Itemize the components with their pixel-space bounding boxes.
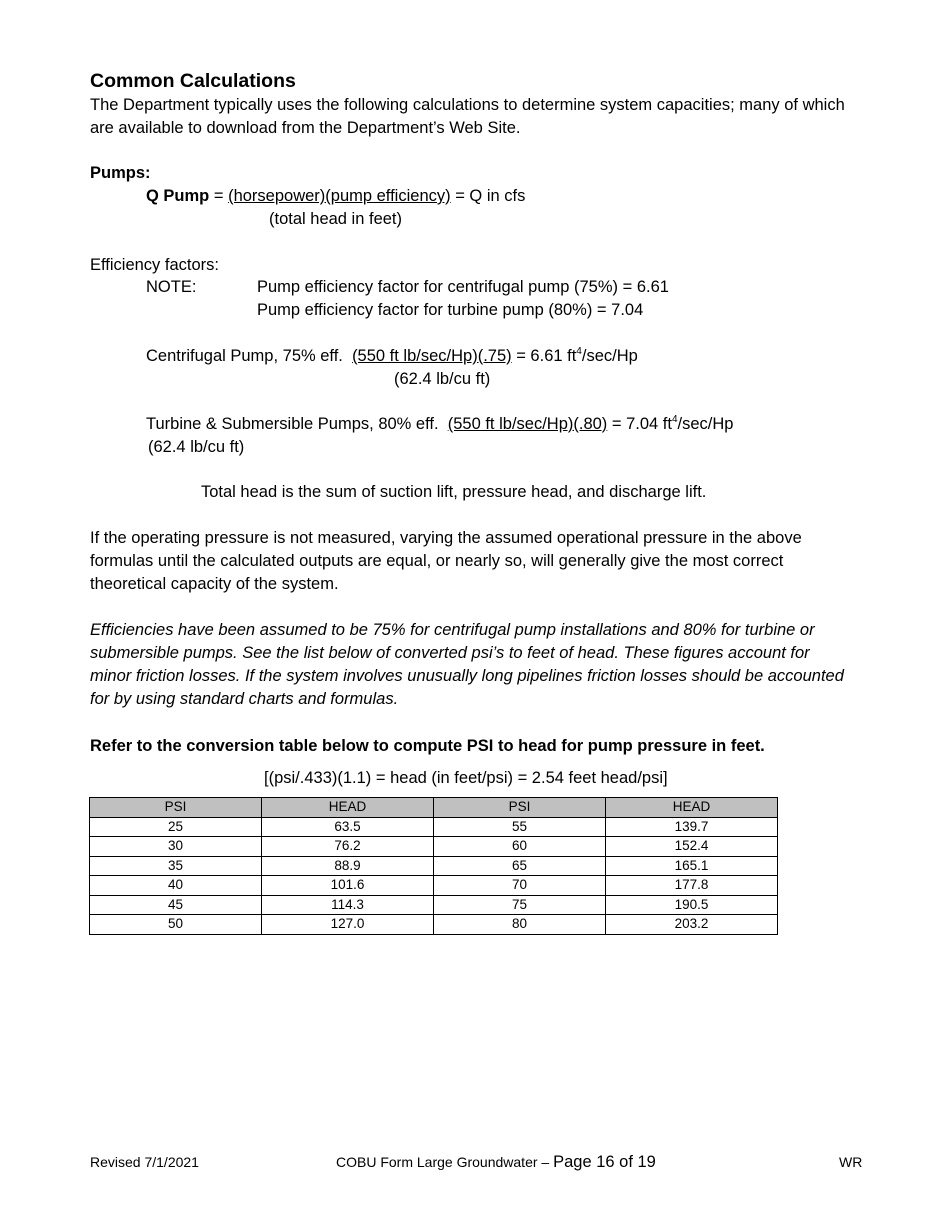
footer-form-name: COBU Form Large Groundwater – (336, 1154, 554, 1170)
table-cell: 101.6 (262, 876, 434, 896)
q-pump-equals: = (209, 187, 229, 205)
table-header-row (90, 798, 778, 818)
footer-page-number: Page 16 of 19 (553, 1153, 656, 1171)
table-cell: 190.5 (606, 895, 778, 915)
table-cell: 75 (434, 895, 606, 915)
turbine-denominator: (62.4 lb/cu ft) (148, 438, 245, 456)
conversion-formula: [(psi/.433)(1.1) = head (in feet/psi) = 2.54 feet head/psi] (264, 769, 668, 787)
table-cell: 63.5 (262, 817, 434, 837)
table-row (90, 895, 778, 915)
note-line-centrifugal: Pump efficiency factor for centrifugal pump (75%) = 6.61 (257, 278, 669, 296)
turbine-formula (146, 413, 733, 436)
q-pump-numerator: (horsepower)(pump efficiency) (228, 187, 451, 205)
table-cell: 203.2 (606, 915, 778, 935)
table-cell: 152.4 (606, 837, 778, 857)
table-row (90, 817, 778, 837)
table-cell: 55 (434, 817, 606, 837)
centrifugal-denominator: (62.4 lb/cu ft) (394, 370, 491, 388)
table-row (90, 876, 778, 896)
psi-head-conversion-table (89, 797, 778, 935)
q-pump-label: Q Pump (146, 187, 210, 205)
q-pump-denominator: (total head in feet) (269, 210, 402, 228)
table-cell: 139.7 (606, 817, 778, 837)
table-cell: 114.3 (262, 895, 434, 915)
turbine-numerator: (550 ft lb/sec/Hp)(.80) (447, 415, 608, 433)
turbine-exponent: 4 (671, 413, 678, 425)
pumps-label: Pumps: (90, 164, 151, 182)
centrifugal-numerator: (550 ft lb/sec/Hp)(.75) (352, 347, 512, 365)
table-cell: 30 (90, 837, 262, 857)
q-pump-formula (146, 185, 525, 208)
table-row (90, 837, 778, 857)
table-cell: 88.9 (262, 856, 434, 876)
centrifugal-exponent: 4 (576, 345, 582, 357)
table-cell: 25 (90, 817, 262, 837)
centrifugal-result: = 6.61 ft (511, 347, 577, 365)
footer-form-title (336, 1152, 656, 1172)
header-head-2: HEAD (606, 798, 778, 818)
table-cell: 35 (90, 856, 262, 876)
header-psi-1: PSI (90, 798, 262, 818)
table-cell: 127.0 (262, 915, 434, 935)
table-cell: 177.8 (606, 876, 778, 896)
section-heading: Common Calculations (90, 70, 296, 92)
footer-revised-date: Revised 7/1/2021 (90, 1154, 199, 1170)
table-cell: 76.2 (262, 837, 434, 857)
intro-paragraph: The Department typically uses the following calculations to determine system capacities; many of which are available to download from the Department’s Web Site. (90, 96, 845, 137)
q-pump-result: = Q in cfs (450, 187, 526, 205)
table-cell: 50 (90, 915, 262, 935)
note-label: NOTE: (146, 278, 197, 296)
total-head-note: Total head is the sum of suction lift, pressure head, and discharge lift. (201, 483, 707, 501)
centrifugal-prefix: Centrifugal Pump, 75% eff. (146, 347, 343, 365)
efficiency-factors-label: Efficiency factors: (90, 256, 219, 274)
turbine-result: = 7.04 ft (607, 415, 672, 433)
table-cell: 165.1 (606, 856, 778, 876)
table-cell: 80 (434, 915, 606, 935)
table-cell: 40 (90, 876, 262, 896)
table-row (90, 915, 778, 935)
turbine-prefix: Turbine & Submersible Pumps, 80% eff. (146, 415, 439, 433)
table-cell: 60 (434, 837, 606, 857)
efficiencies-paragraph: Efficiencies have been assumed to be 75% for centrifugal pump installations and 80% for turbine or submersible pumps. See the list below of converted psi’s to feet of head. These figures account for minor friction losses. If the system involves unusually long pipelines friction losses should be accounted for by using standard charts and formulas. (90, 621, 844, 708)
table-cell: 65 (434, 856, 606, 876)
header-psi-2: PSI (434, 798, 606, 818)
centrifugal-unit: /sec/Hp (581, 347, 638, 365)
footer-initials: WR (839, 1154, 863, 1170)
header-head-1: HEAD (262, 798, 434, 818)
turbine-unit: /sec/Hp (677, 415, 734, 433)
centrifugal-formula (146, 345, 638, 368)
operating-pressure-paragraph: If the operating pressure is not measured, varying the assumed operational pressure in the above formulas until the calculated outputs are equal, or nearly so, will generally give the most correct theoretical capacity of the system. (90, 529, 802, 593)
table-cell: 70 (434, 876, 606, 896)
table-row (90, 856, 778, 876)
table-cell: 45 (90, 895, 262, 915)
conversion-instruction: Refer to the conversion table below to compute PSI to head for pump pressure in feet. (90, 737, 765, 755)
note-line-turbine: Pump efficiency factor for turbine pump (80%) = 7.04 (257, 301, 644, 319)
